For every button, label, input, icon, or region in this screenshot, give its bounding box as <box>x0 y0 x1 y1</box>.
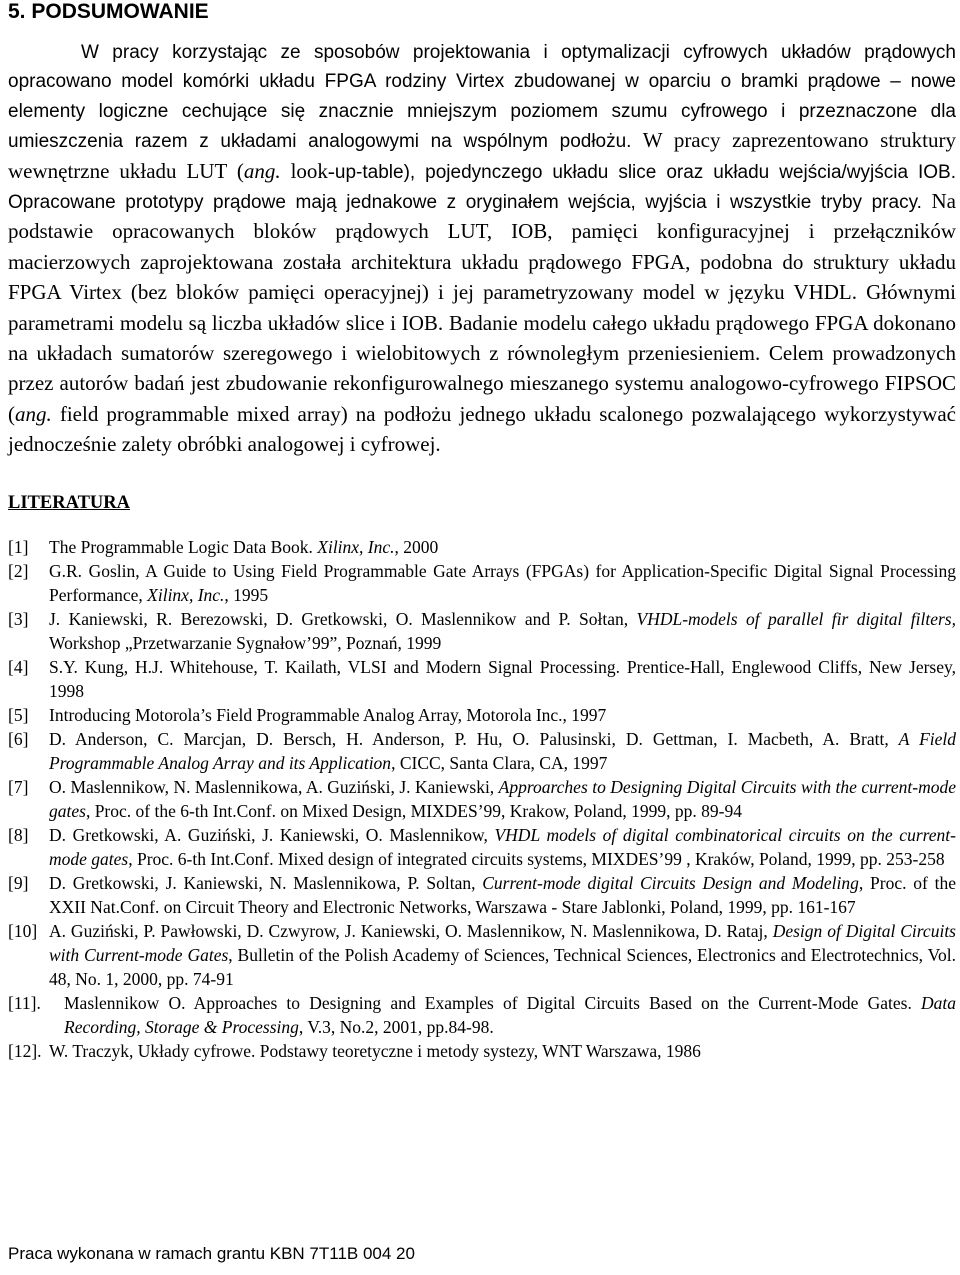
summary-sentence-2a: W pracy zaprezentowano struktury wewnętrzne układu LUT ( <box>8 128 956 183</box>
reference-text: The Programmable Logic Data Book. <box>49 536 318 557</box>
reference-italic: Data Recording, Storage & Processing <box>64 992 956 1037</box>
section-heading: 5. PODSUMOWANIE <box>8 0 209 23</box>
reference-number: [9] <box>8 872 29 893</box>
summary-sentence-3: up-table), pojedynczego układu slice oraz układu wejścia/wyjścia IOB. <box>334 161 956 183</box>
reference-item <box>8 703 956 727</box>
reference-text: D. Gretkowski, A. Guziński, J. Kaniewski, O. Maslennikow, <box>49 824 495 845</box>
summary-sentence-1: W pracy korzystając ze sposobów projektowania i optymalizacji cyfrowych układów prądowych opracowano model komórki układu FPGA rodziny Virtex zbudowanej w oparciu o bramki prądowe – nowe elementy logiczne cechujące się znacznie mniejszym poziomem szumu cyfrowego i przeznaczone dla umieszczenia razem z układami analogowymi na wspólnym podłożu. <box>8 42 956 153</box>
reference-list <box>8 535 956 1063</box>
reference-text: G.R. Goslin, A Guide to Using Field Programmable Gate Arrays (FPGAs) for Application-Specific Digital Signal Processing Performance, <box>49 560 956 605</box>
reference-item <box>8 559 956 607</box>
grant-footer: Praca wykonana w ramach grantu KBN 7T11B 004 20 <box>8 1244 415 1263</box>
summary-sentence-5b: ang. <box>15 401 52 426</box>
reference-text-end: , Bulletin of the Polish Academy of Sciences, Technical Sciences, Electronics and Electrotechnics, Vol. 48, No. 1, 2000, pp. 74-91 <box>49 944 956 989</box>
reference-item <box>8 775 956 823</box>
reference-text: A. Guziński, P. Pawłowski, D. Czwyrow, J. Kaniewski, O. Maslennikow, N. Maslennikowa, D. Rataj, <box>49 920 773 941</box>
reference-italic: Approarches to Designing Digital Circuits with the current-mode gates <box>49 776 956 821</box>
reference-number: [11]. <box>8 992 41 1013</box>
reference-text-end: , 2000 <box>394 536 439 557</box>
reference-text: W. Traczyk, Układy cyfrowe. Podstawy teoretyczne i metody systezy, WNT Warszawa, 1986 <box>49 1040 701 1061</box>
reference-text-end: , CICC, Santa Clara, CA, 1997 <box>391 752 608 773</box>
reference-italic: A Field Programmable Analog Array and its Application <box>49 728 957 773</box>
reference-text: S.Y. Kung, H.J. Whitehouse, T. Kailath, VLSI and Modern Signal Processing. Prentice-Hall, Englewood Cliffs, New Jersey, 1998 <box>49 656 956 701</box>
reference-italic: Design of Digital Circuits with Current-mode Gates <box>49 920 956 965</box>
summary-sentence-2b: ang. <box>243 158 281 183</box>
reference-text-end: , Proc. of the XXII Nat.Conf. on Circuit Theory and Electronic Networks, Warszawa - Stare Jablonki, Poland, 1999, pp. 161-167 <box>49 872 956 917</box>
reference-italic: VHDL models of digital combinatorical circuits on the current-mode gates <box>49 824 956 869</box>
reference-number: [7] <box>8 776 29 797</box>
reference-text: Introducing Motorola’s Field Programmable Analog Array, Motorola Inc., 1997 <box>49 704 607 725</box>
reference-text-end: , 1995 <box>224 584 269 605</box>
reference-item <box>8 535 956 559</box>
summary-sentence-4: Opracowane prototypy prądowe mają jednakowe z oryginałem wejścia, wyjścia i wszystkie tryby pracy. <box>8 192 922 214</box>
reference-number: [5] <box>8 704 29 725</box>
summary-sentence-5c: field programmable mixed array) na podłożu jednego układu scalonego pozwalającego wykorzystywać jednocześnie zalety obróbki analogowej i cyfrowej. <box>8 401 956 457</box>
reference-text: J. Kaniewski, R. Berezowski, D. Gretkowski, O. Maslennikow and P. Sołtan, <box>49 608 637 629</box>
reference-number: [6] <box>8 728 29 749</box>
summary-paragraph <box>8 38 956 461</box>
reference-number: [2] <box>8 560 29 581</box>
reference-number: [1] <box>8 536 29 557</box>
reference-item <box>8 919 956 991</box>
document-page <box>8 0 956 1063</box>
reference-text-end: , Proc. of the 6-th Int.Conf. on Mixed Design, MIXDES’99, Krakow, Poland, 1999, pp. 89-94 <box>85 800 742 821</box>
literature-title: LITERATURA <box>8 492 130 513</box>
summary-sentence-5: Na podstawie opracowanych bloków prądowych LUT, IOB, pamięci konfiguracyjnej i przełączników macierzowych zaprojektowana została architektura układu prądowego FPGA, podobna do struktury układu FPGA Virtex (bez bloków pamięci operacyjnej) i jej parametryzowany model w języku VHDL. Głównymi parametrami modelu są liczba układów slice i IOB. Badanie modelu całego układu prądowego FPGA dokonano na układach sumatorów szeregowego i wielobitowych z równoległym przeniesieniem. Celem prowadzonych przez autorów badań jest zbudowanie rekonfigurowalnego mieszanego systemu analogowo-cyfrowego FIPSOC ( <box>8 189 956 426</box>
reference-number: [4] <box>8 656 29 677</box>
reference-italic: Current-mode digital Circuits Design and Modeling <box>482 872 859 893</box>
reference-text: D. Gretkowski, J. Kaniewski, N. Maslennikowa, P. Soltan, <box>49 872 483 893</box>
reference-item <box>8 727 956 775</box>
reference-number: [10] <box>8 920 38 941</box>
reference-italic: Xilinx, Inc. <box>317 536 395 557</box>
reference-text-end: , Proc. 6-th Int.Conf. Mixed design of integrated circuits systems, MIXDES’99 , Kraków, Poland, 1999, pp. 253-258 <box>128 848 945 869</box>
reference-item <box>8 607 956 655</box>
reference-item <box>8 823 956 871</box>
reference-text: D. Anderson, C. Marcjan, D. Bersch, H. Anderson, P. Hu, O. Palusinski, D. Gettman, I. Macbeth, A. Bratt, <box>49 728 899 749</box>
reference-italic: VHDL-models of parallel fir digital filters, <box>636 608 956 629</box>
reference-text-end: Workshop „Przetwarzanie Sygnałow’99”, Poznań, 1999 <box>49 632 442 653</box>
reference-text: Maslennikow O. Approaches to Designing and Examples of Digital Circuits Based on the Current-Mode Gates. <box>64 992 921 1013</box>
reference-text: O. Maslennikow, N. Maslennikowa, A. Guziński, J. Kaniewski, <box>49 776 499 797</box>
reference-number: [3] <box>8 608 29 629</box>
reference-text-end: , V.3, No.2, 2001, pp.84-98. <box>298 1016 494 1037</box>
reference-item <box>8 991 956 1039</box>
reference-item <box>8 871 956 919</box>
reference-item <box>8 655 956 703</box>
reference-italic: Xilinx, Inc. <box>147 584 225 605</box>
reference-number: [12]. <box>8 1040 42 1061</box>
summary-sentence-2c: look- <box>280 158 335 183</box>
reference-number: [8] <box>8 824 29 845</box>
reference-item <box>8 1039 956 1063</box>
